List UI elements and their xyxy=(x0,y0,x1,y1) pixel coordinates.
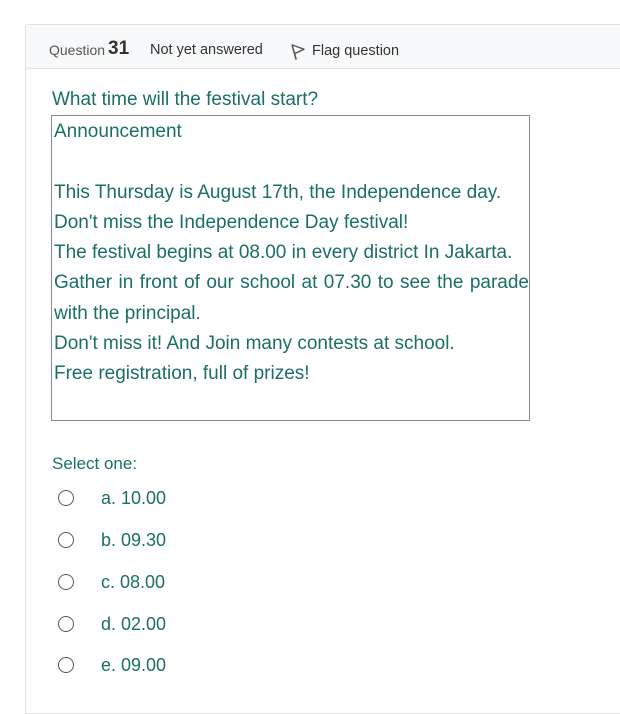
radio-button[interactable] xyxy=(58,532,74,548)
answer-option-d[interactable] xyxy=(58,612,166,636)
question-number: 31 xyxy=(108,38,130,59)
radio-button[interactable] xyxy=(58,574,74,590)
announcement-paragraph: The festival begins at 08.00 in every district In Jakarta. xyxy=(54,242,513,264)
announcement-box xyxy=(51,115,530,421)
announcement-paragraph: Gather in front of our school at 07.30 to see the parade with the principal. xyxy=(54,272,529,324)
answer-option-b[interactable] xyxy=(58,528,166,552)
announcement-paragraph: Don't miss it! And Join many contests at school. xyxy=(54,333,455,355)
flag-question-label: Flag question xyxy=(312,43,400,59)
answer-option-label: e. 09.00 xyxy=(101,654,167,675)
answer-option-c[interactable] xyxy=(58,570,165,594)
answer-option-label: a. 10.00 xyxy=(101,487,167,508)
flag-question-button[interactable] xyxy=(290,41,399,61)
announcement-paragraph: This Thursday is August 17th, the Independence day. xyxy=(54,181,502,203)
question-text: What time will the festival start? xyxy=(52,89,319,110)
radio-button[interactable] xyxy=(58,490,74,506)
announcement-title: Announcement xyxy=(54,121,182,142)
question-label: Question xyxy=(49,42,106,58)
question-info-bar xyxy=(26,25,620,69)
select-one-prompt: Select one: xyxy=(52,454,138,473)
answer-option-label: d. 02.00 xyxy=(101,613,167,634)
question-card xyxy=(25,24,620,714)
question-state: Not yet answered xyxy=(150,42,263,58)
answer-option-e[interactable] xyxy=(58,653,166,677)
announcement-paragraph: Don't miss the Independence Day festival! xyxy=(54,211,409,233)
answer-option-a[interactable] xyxy=(58,486,166,510)
flag-icon xyxy=(290,42,306,60)
radio-button[interactable] xyxy=(58,657,74,673)
answer-option-label: b. 09.30 xyxy=(101,529,167,550)
announcement-spacer xyxy=(54,147,529,177)
radio-button[interactable] xyxy=(58,616,74,632)
answer-option-label: c. 08.00 xyxy=(101,571,166,592)
announcement-paragraph: Free registration, full of prizes! xyxy=(54,363,310,385)
